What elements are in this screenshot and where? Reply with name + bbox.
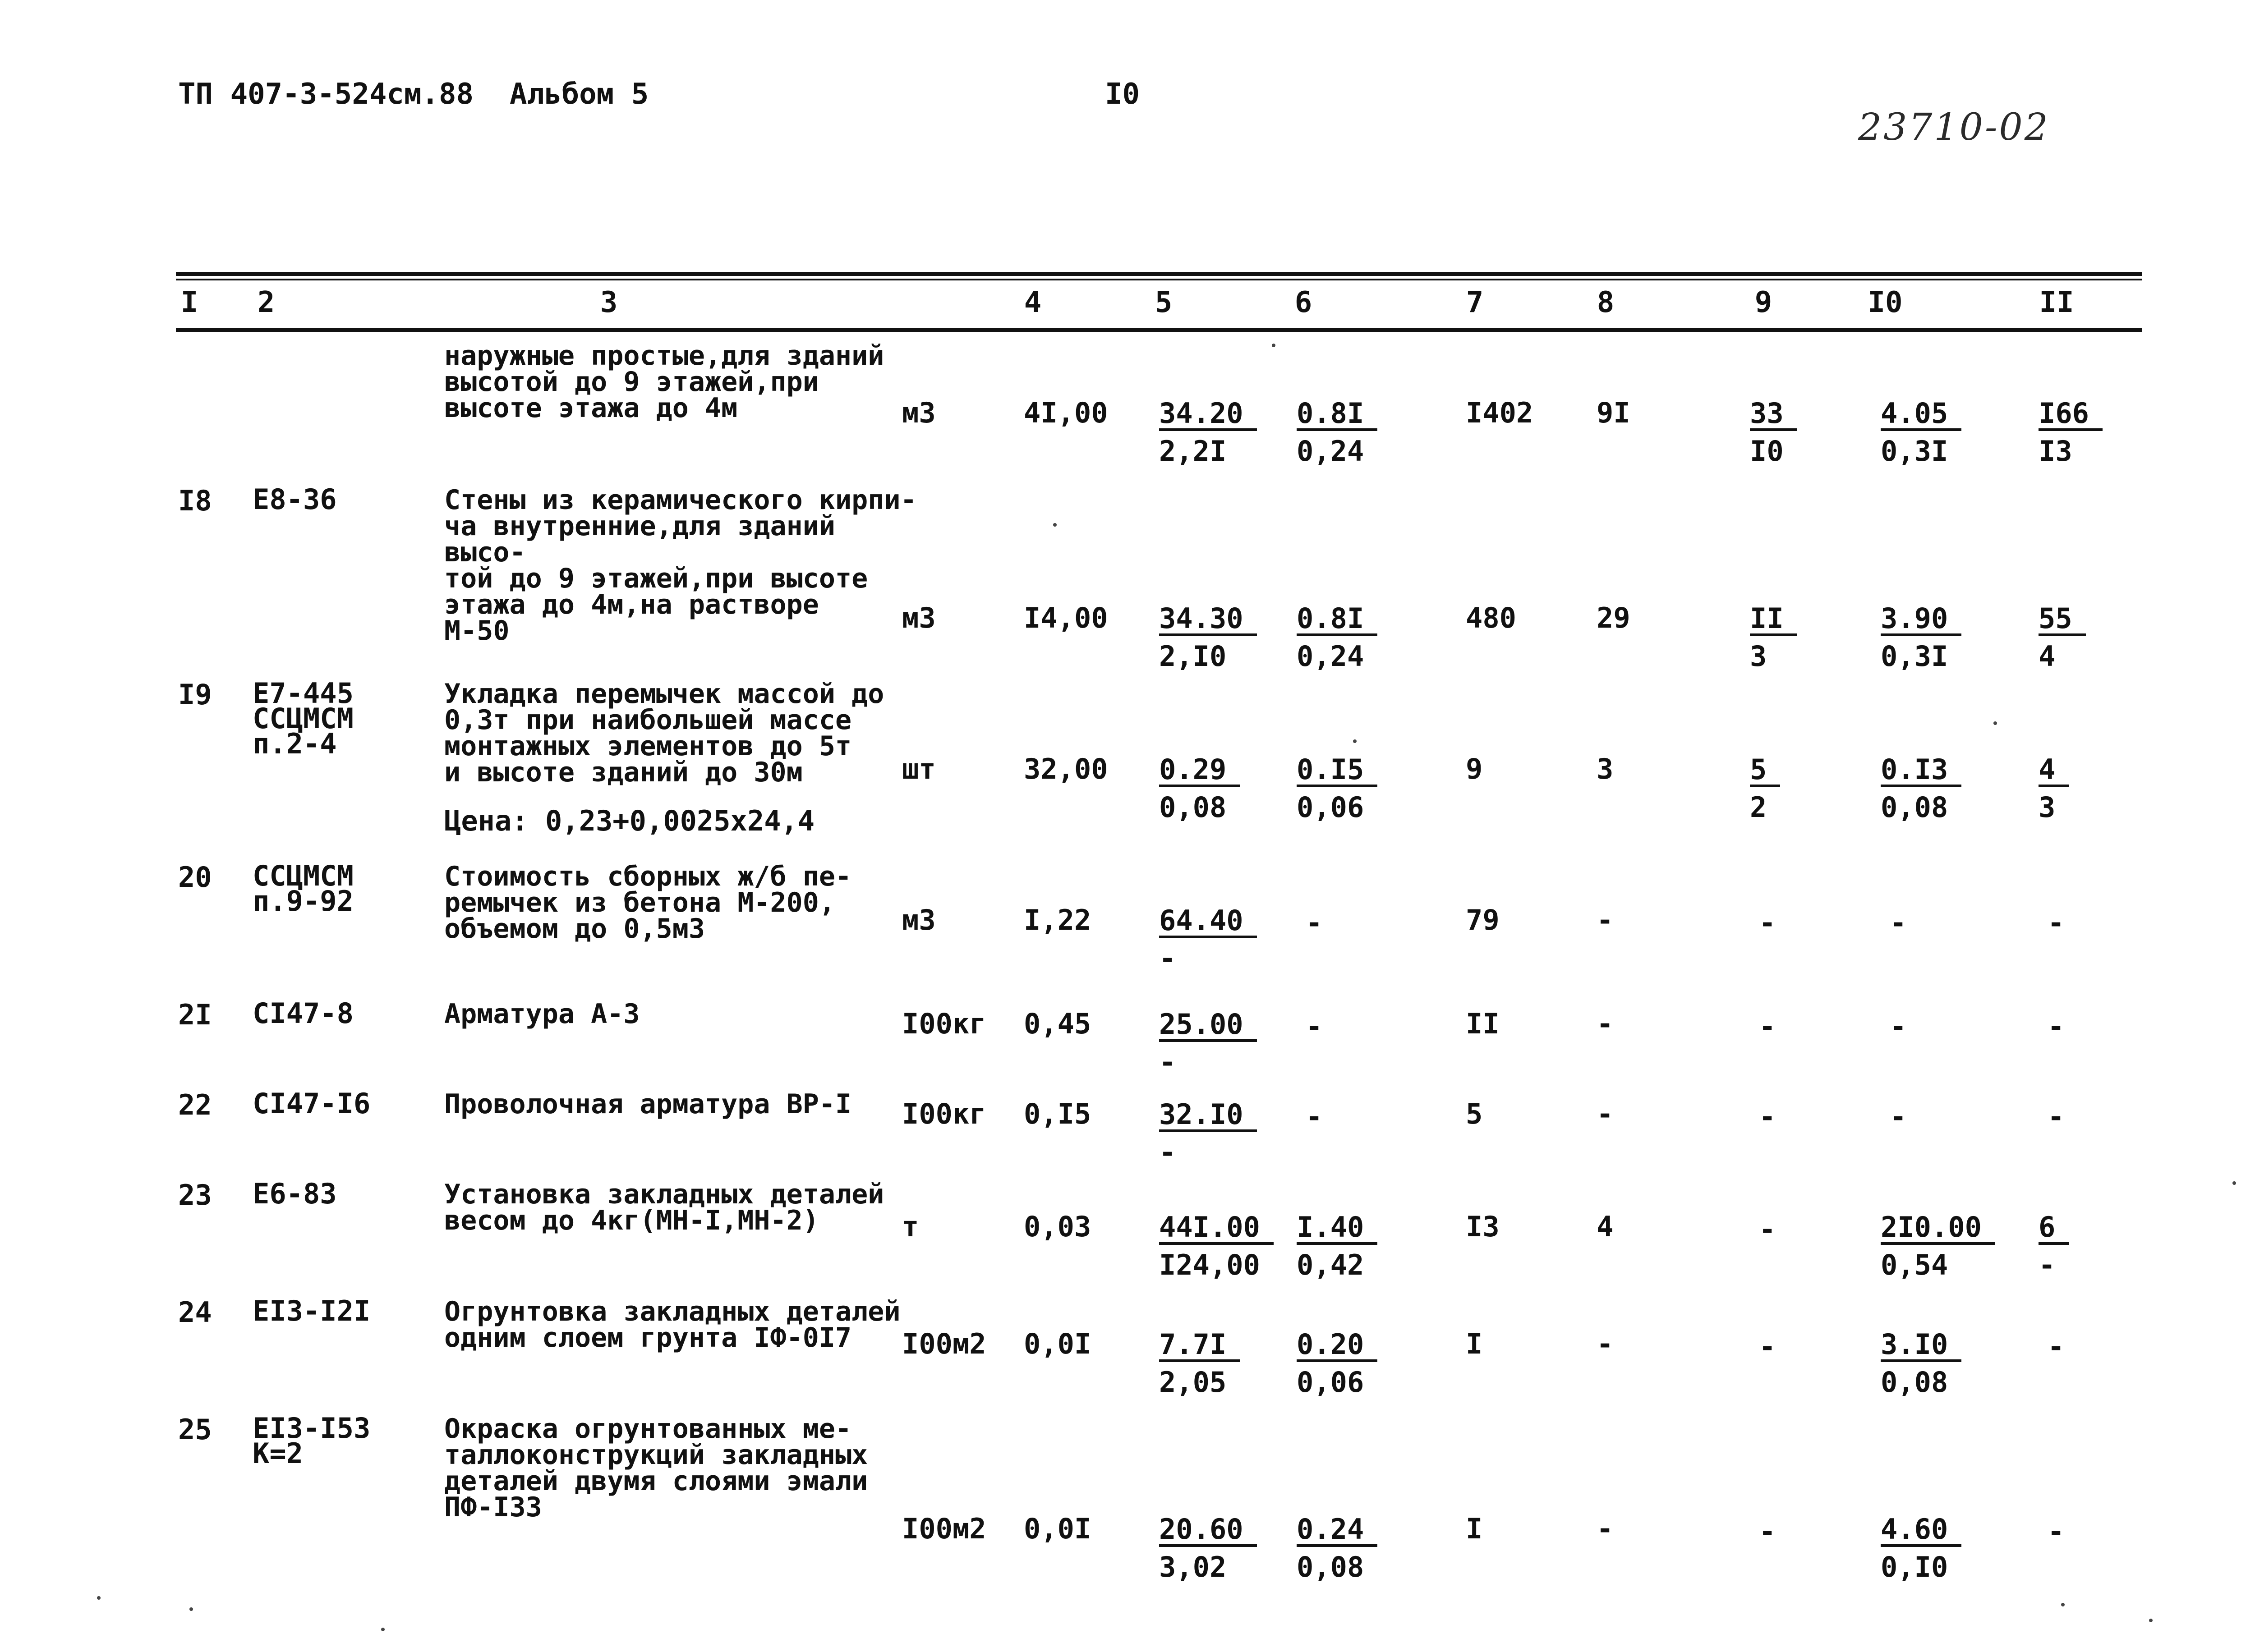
- norm-code: ССЦМСМ п.9-92: [253, 859, 354, 918]
- cost-col10-denominator: 0,3I: [1881, 435, 1948, 468]
- row-number: 2I: [178, 998, 212, 1031]
- work-description: Стоимость сборных ж/б пе- ремычек из бетона М-200, объемом до 0,5м3: [444, 861, 852, 945]
- cost-col10-numerator: 4.60: [1881, 1514, 1961, 1547]
- cost-col9: [1750, 600, 1797, 675]
- dash: -: [1597, 1512, 1614, 1545]
- cost-col5: [1159, 1326, 1240, 1401]
- cost-col10: [1881, 395, 1961, 470]
- cost-col6-numerator: 0.20: [1297, 1330, 1377, 1362]
- dash: -: [1597, 1007, 1614, 1040]
- cost-col10: -: [1890, 1100, 1907, 1133]
- cost-col10: [1881, 751, 1961, 826]
- work-description: Огрунтовка закладных деталей одним слоем грунта IФ-0I7: [444, 1296, 901, 1354]
- quantity: 0,0I: [1024, 1512, 1091, 1545]
- cost-col11: [2039, 751, 2069, 826]
- quantity: 32,00: [1024, 753, 1108, 785]
- cost-col9-denominator: I0: [1750, 435, 1784, 468]
- cost-col11: -: [2048, 1100, 2065, 1133]
- cell: 4: [1597, 1210, 1614, 1243]
- work-description: Проволочная арматура ВР-I: [444, 1088, 852, 1120]
- cost-col6-numerator: 0.8I: [1297, 604, 1377, 636]
- quantity: 0,03: [1024, 1210, 1091, 1243]
- cost-col5-numerator: 64.40: [1159, 906, 1257, 938]
- work-description: Укладка перемычек массой до 0,3т при наибольшей массе монтажных элементов до 5т и высоте зданий до 30м: [444, 678, 884, 788]
- norm-code: СI47-8: [253, 997, 354, 1030]
- cost-col10-numerator: 0.I3: [1881, 755, 1961, 787]
- dash: -: [1597, 1097, 1614, 1130]
- cost-col6-denominator: 0,42: [1297, 1248, 1364, 1281]
- cost-col10: -: [1890, 1010, 1907, 1043]
- album-label: Альбом 5: [510, 78, 649, 111]
- unit: м3: [902, 396, 936, 429]
- cell: 29: [1597, 601, 1630, 634]
- cost-col11: -: [2048, 1330, 2065, 1363]
- cost-col11: -: [2048, 1515, 2065, 1548]
- cost-col5: [1159, 1510, 1257, 1586]
- quantity: 4I,00: [1024, 396, 1108, 429]
- total-col7: I: [1466, 1512, 1483, 1545]
- cost-col6: -: [1306, 1100, 1323, 1133]
- cost-col10-denominator: 0,08: [1881, 791, 1948, 824]
- cost-col11-denominator: 4: [2039, 640, 2056, 673]
- cell: 9I: [1597, 396, 1630, 429]
- cost-col10: -: [1890, 906, 1907, 939]
- cost-col9-denominator: 3: [1750, 640, 1767, 673]
- cost-col5-numerator: 20.60: [1159, 1514, 1257, 1547]
- cost-col10-denominator: 0,08: [1881, 1366, 1948, 1399]
- cost-col5-denominator: 2,I0: [1159, 640, 1227, 673]
- cost-col10-numerator: 3.I0: [1881, 1330, 1961, 1362]
- total-col7: II: [1466, 1007, 1500, 1040]
- cost-col9: -: [1759, 1010, 1776, 1043]
- cost-col10: [1881, 600, 1961, 675]
- cost-col10-numerator: 3.90: [1881, 604, 1961, 636]
- total-col7: 9: [1466, 753, 1483, 785]
- scan-speck: [1993, 721, 1997, 725]
- scan-speck: [381, 1628, 385, 1631]
- total-col7: I: [1466, 1327, 1483, 1360]
- cost-col5-denominator: 0,08: [1159, 791, 1227, 824]
- cost-col11-numerator: 55: [2039, 604, 2086, 636]
- scan-speck: [189, 1607, 193, 1611]
- row-number: 20: [178, 861, 212, 894]
- scan-speck: [97, 1596, 101, 1600]
- cost-col5-denominator: -: [1159, 942, 1176, 975]
- scan-speck: [1053, 523, 1057, 527]
- cost-col6: -: [1306, 906, 1323, 939]
- cost-col9: -: [1759, 1213, 1776, 1246]
- cost-col10-denominator: 0,54: [1881, 1248, 1948, 1281]
- quantity: 0,0I: [1024, 1327, 1091, 1360]
- total-col7: 480: [1466, 601, 1516, 634]
- norm-code: ЕI3-I2I: [253, 1294, 371, 1327]
- cost-col10-denominator: 0,I0: [1881, 1551, 1948, 1583]
- cost-col11-numerator: I66: [2039, 399, 2103, 431]
- cost-col5-numerator: 7.7I: [1159, 1330, 1240, 1362]
- cost-col5: [1159, 395, 1257, 470]
- page-number: I0: [1105, 78, 1140, 111]
- cost-col9: -: [1759, 1330, 1776, 1363]
- cost-col9: -: [1759, 906, 1776, 939]
- cost-col5-numerator: 0.29: [1159, 755, 1240, 787]
- cost-col5-denominator: 2,2I: [1159, 435, 1227, 468]
- cost-col9-numerator: II: [1750, 604, 1797, 636]
- cost-col5: [1159, 902, 1257, 977]
- cost-col11-denominator: I3: [2039, 435, 2072, 468]
- cost-col5: [1159, 600, 1257, 675]
- cost-col10: [1881, 1326, 1961, 1401]
- work-description: Арматура А-3: [444, 998, 640, 1030]
- cost-col11-numerator: 6: [2039, 1212, 2069, 1245]
- cost-col11: [2039, 1208, 2069, 1284]
- column-number-1: I: [180, 286, 198, 319]
- cost-col11: [2039, 600, 2086, 675]
- quantity: 0,I5: [1024, 1097, 1091, 1130]
- column-number-3: 3: [600, 286, 618, 319]
- column-number-6: 6: [1294, 286, 1312, 319]
- unit: I00м2: [902, 1327, 986, 1360]
- cost-col5-denominator: -: [1159, 1136, 1176, 1169]
- cost-col9: -: [1759, 1515, 1776, 1548]
- dash: -: [1597, 1327, 1614, 1360]
- cost-col9: -: [1759, 1100, 1776, 1133]
- total-col7: 5: [1466, 1097, 1483, 1130]
- column-number-10: I0: [1868, 286, 1903, 319]
- cost-col6-numerator: I.40: [1297, 1212, 1377, 1245]
- cost-col6-denominator: 0,24: [1297, 435, 1364, 468]
- cost-col5: [1159, 1005, 1257, 1081]
- work-description: Стены из керамического кирпи- ча внутренние,для зданий высо- той до 9 этажей,при высоте этажа до 4м,на растворе М-50: [444, 484, 917, 647]
- cost-col6-denominator: 0,06: [1297, 791, 1364, 824]
- cost-col6-denominator: 0,24: [1297, 640, 1364, 673]
- quantity: I,22: [1024, 904, 1091, 936]
- cost-col6: -: [1306, 1010, 1323, 1043]
- unit: т: [902, 1210, 919, 1243]
- cost-col10-numerator: 2I0.00: [1881, 1212, 1995, 1245]
- cost-col5-denominator: I24,00: [1159, 1248, 1260, 1281]
- table-header-rule: [176, 328, 2142, 332]
- row-number: 22: [178, 1088, 212, 1121]
- cost-col10-denominator: 0,3I: [1881, 640, 1948, 673]
- cost-col5-denominator: -: [1159, 1046, 1176, 1078]
- cost-col5-numerator: 25.00: [1159, 1010, 1257, 1042]
- scan-speck: [2232, 1181, 2236, 1185]
- column-number-5: 5: [1155, 286, 1173, 319]
- doc-code: ТП 407-3-524см.88: [178, 78, 474, 111]
- column-number-8: 8: [1597, 286, 1615, 319]
- row-number: I9: [178, 678, 212, 711]
- cost-col6: [1297, 751, 1377, 826]
- cost-col6-denominator: 0,08: [1297, 1551, 1364, 1583]
- total-col7: I3: [1466, 1210, 1500, 1243]
- scan-speck: [1272, 344, 1275, 347]
- cost-col5: [1159, 1208, 1274, 1284]
- cost-col6-numerator: 0.I5: [1297, 755, 1377, 787]
- work-description: наружные простые,для зданий высотой до 9 этажей,при высоте этажа до 4м: [444, 340, 884, 424]
- unit: I00м2: [902, 1512, 986, 1545]
- row-number: 25: [178, 1413, 212, 1446]
- handwritten-code: 23710-02: [1858, 106, 2050, 149]
- cost-col5-numerator: 32.I0: [1159, 1100, 1257, 1132]
- norm-code: ЕI3-I53 К=2: [253, 1412, 371, 1470]
- cell: 3: [1597, 753, 1614, 785]
- cost-col6: [1297, 1510, 1377, 1586]
- cost-col5-numerator: 44I.00: [1159, 1212, 1274, 1245]
- cost-col5-numerator: 34.30: [1159, 604, 1257, 636]
- norm-code: Е6-83: [253, 1177, 337, 1210]
- norm-code: Е7-445 ССЦМСМ п.2-4: [253, 677, 354, 760]
- cost-col6: [1297, 1326, 1377, 1401]
- total-col7: 79: [1466, 904, 1500, 936]
- cost-col11-denominator: 3: [2039, 791, 2056, 824]
- norm-code: Е8-36: [253, 483, 337, 516]
- unit: I00кг: [902, 1097, 986, 1130]
- cost-col5-denominator: 2,05: [1159, 1366, 1227, 1399]
- unit: м3: [902, 601, 936, 634]
- quantity: I4,00: [1024, 601, 1108, 634]
- cost-col9-numerator: 33: [1750, 399, 1797, 431]
- norm-code: СI47-I6: [253, 1087, 371, 1120]
- cost-col9-denominator: 2: [1750, 791, 1767, 824]
- cost-col9: [1750, 751, 1780, 826]
- unit: I00кг: [902, 1007, 986, 1040]
- price-note: Цена: 0,23+0,0025х24,4: [444, 804, 815, 837]
- cost-col9: [1750, 395, 1797, 470]
- scan-speck: [2061, 1603, 2065, 1606]
- cost-col11: -: [2048, 1010, 2065, 1043]
- cost-col5: [1159, 1096, 1257, 1171]
- scan-speck: [1353, 739, 1357, 743]
- cost-col5-denominator: 3,02: [1159, 1551, 1227, 1583]
- cost-col11-numerator: 4: [2039, 755, 2069, 787]
- cost-col6: [1297, 600, 1377, 675]
- cost-col6: [1297, 1208, 1377, 1284]
- scan-speck: [2149, 1619, 2153, 1622]
- cost-col6: [1297, 395, 1377, 470]
- cost-col5: [1159, 751, 1240, 826]
- column-number-7: 7: [1466, 286, 1484, 319]
- column-number-11: II: [2039, 286, 2074, 319]
- cost-col11: -: [2048, 906, 2065, 939]
- cost-col10: [1881, 1208, 1995, 1284]
- quantity: 0,45: [1024, 1007, 1091, 1040]
- table-top-rule-thin: [176, 279, 2142, 280]
- work-description: Установка закладных деталей весом до 4кг(МН-I,МН-2): [444, 1179, 884, 1236]
- cost-col10-numerator: 4.05: [1881, 399, 1961, 431]
- cost-col9-numerator: 5: [1750, 755, 1780, 787]
- cost-col6-denominator: 0,06: [1297, 1366, 1364, 1399]
- cost-col10: [1881, 1510, 1961, 1586]
- unit: м3: [902, 904, 936, 936]
- cost-col11: [2039, 395, 2103, 470]
- row-number: I8: [178, 484, 212, 517]
- cost-col5-numerator: 34.20: [1159, 399, 1257, 431]
- table-top-rule: [176, 272, 2142, 276]
- column-number-2: 2: [257, 286, 275, 319]
- column-number-9: 9: [1754, 286, 1772, 319]
- total-col7: I402: [1466, 396, 1533, 429]
- cost-col11-denominator: -: [2039, 1248, 2056, 1281]
- column-number-4: 4: [1024, 286, 1042, 319]
- dash: -: [1597, 904, 1614, 936]
- cost-col6-numerator: 0.24: [1297, 1514, 1377, 1547]
- row-number: 23: [178, 1179, 212, 1211]
- work-description: Окраска огрунтованных ме- таллоконструкций закладных деталей двумя слоями эмали ПФ-I33: [444, 1413, 868, 1523]
- row-number: 24: [178, 1296, 212, 1329]
- unit: шт: [902, 753, 936, 785]
- cost-col6-numerator: 0.8I: [1297, 399, 1377, 431]
